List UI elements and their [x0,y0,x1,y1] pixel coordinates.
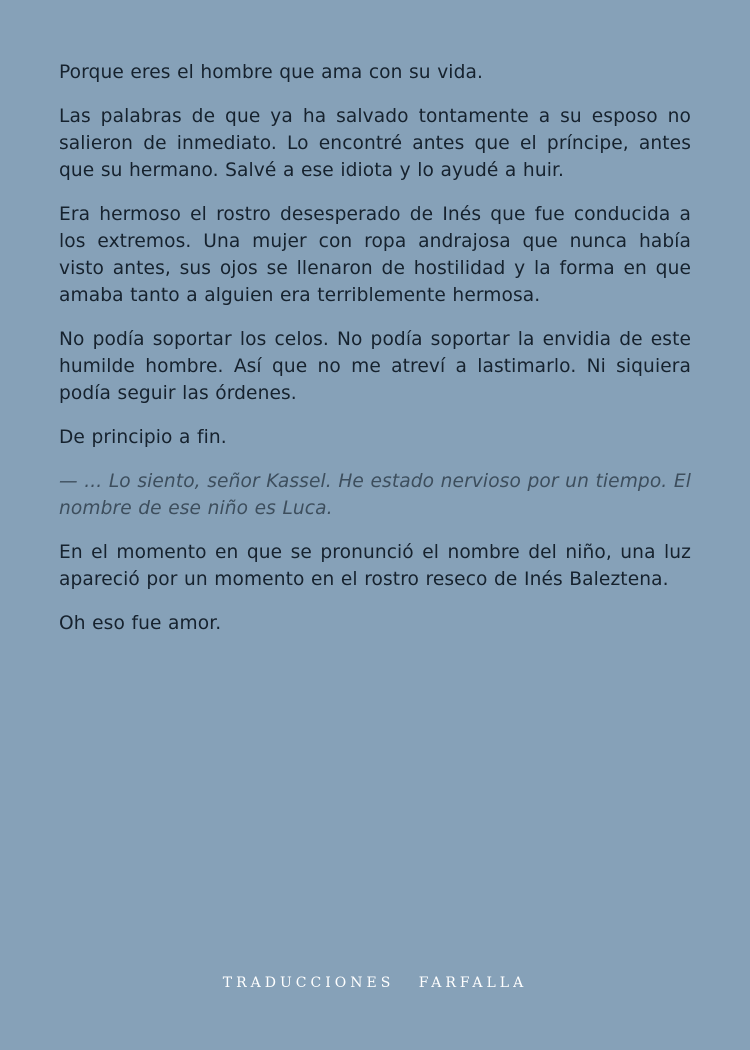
page-content [59,59,691,654]
dialogue-paragraph: — ... Lo siento, señor Kassel. He estado nervioso por un tiempo. El nombre de ese niño es Luca. [59,471,691,519]
paragraph: Era hermoso el rostro desesperado de Inés que fue conducida a los extremos. Una mujer con ropa andrajosa que nunca había visto antes, sus ojos se llenaron de hostilidad y la forma en que amaba tanto a alguien era terriblemente hermosa. [59,204,691,306]
footer-word-farfalla: FARFALLA [418,975,528,991]
paragraph: De principio a fin. [59,427,227,448]
paragraph: Oh eso fue amor. [59,613,222,634]
paragraph: En el momento en que se pronunció el nombre del niño, una luz apareció por un momento en el rostro reseco de Inés Baleztena. [59,542,691,590]
paragraph: No podía soportar los celos. No podía soportar la envidia de este humilde hombre. Así que no me atreví a lastimarlo. Ni siquiera podía seguir las órdenes. [59,329,691,404]
paragraph: Porque eres el hombre que ama con su vida. [59,62,483,83]
footer-word-traducciones: TRADUCCIONES [222,975,395,991]
paragraph: Las palabras de que ya ha salvado tontamente a su esposo no salieron de inmediato. Lo encontré antes que el príncipe, antes que su hermano. Salvé a ese idiota y lo ayudé a huir. [59,106,691,181]
footer-credit [0,975,750,991]
